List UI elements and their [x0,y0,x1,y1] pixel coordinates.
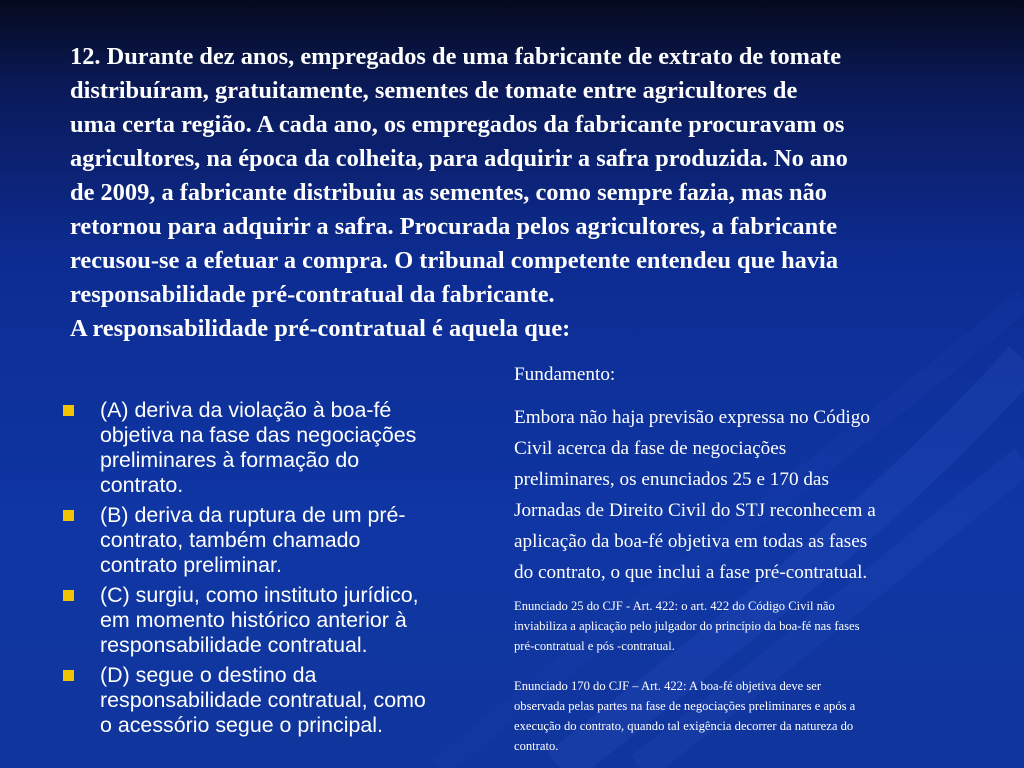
option-line: objetiva na fase das negociações [100,423,417,447]
question-line: responsabilidade pré-contratual da fabricante. [70,281,555,308]
square-bullet-icon [63,405,74,416]
answer-option-b [60,503,500,578]
option-line: contrato preliminar. [100,553,282,577]
option-line: contrato, também chamado [100,528,361,552]
question-line: agricultores, na época da colheita, para adquirir a safra produzida. No ano [70,145,848,172]
enunciado-line: observada pelas partes na fase de negociações preliminares e após a [514,699,856,713]
explanation-line: preliminares, os enunciados 25 e 170 das [514,469,829,490]
question-line: distribuíram, gratuitamente, sementes de tomate entre agricultores de [70,77,798,104]
option-line: (B) deriva da ruptura de um pré- [100,503,406,527]
option-line: contrato. [100,473,184,497]
square-bullet-icon [63,590,74,601]
answer-option-a [60,398,500,498]
enunciado-line: Enunciado 170 do CJF – Art. 422: A boa-fé objetiva deve ser [514,679,822,693]
question-prompt-line: A responsabilidade pré-contratual é aquela que: [70,315,571,342]
legal-basis-panel [514,362,994,756]
question-line: 12. Durante dez anos, empregados de uma fabricante de extrato de tomate [70,43,842,70]
enunciado-line: inviabiliza a aplicação pelo julgador do princípio da boa-fé nas fases [514,619,860,633]
option-line: (D) segue o destino da [100,663,317,687]
option-line: preliminares à formação do [100,448,360,472]
question-text [70,40,970,346]
option-line: o acessório segue o principal. [100,713,383,737]
enunciado-25-text [514,596,994,656]
legal-basis-explanation [514,402,994,588]
explanation-line: Embora não haja previsão expressa no Código [514,407,870,428]
question-line: recusou-se a efetuar a compra. O tribunal competente entendeu que havia [70,247,839,274]
enunciado-line: contrato. [514,739,559,753]
enunciado-line: execução do contrato, quando tal exigência decorrer da natureza do [514,719,854,733]
answer-option-c [60,583,500,658]
option-line: (A) deriva da violação à boa-fé [100,398,392,422]
question-line: de 2009, a fabricante distribuiu as sementes, como sempre fazia, mas não [70,179,827,206]
explanation-line: aplicação da boa-fé objetiva em todas as fases [514,531,868,552]
option-line: responsabilidade contratual, como [100,688,426,712]
enunciado-line: pré-contratual e pós -contratual. [514,639,675,653]
explanation-line: Jornadas de Direito Civil do STJ reconhecem a [514,500,876,521]
question-line: retornou para adquirir a safra. Procurada pelos agricultores, a fabricante [70,213,838,240]
option-line: em momento histórico anterior à [100,608,407,632]
answer-option-d [60,663,500,738]
square-bullet-icon [63,670,74,681]
option-line: (C) surgiu, como instituto jurídico, [100,583,419,607]
question-line: uma certa região. A cada ano, os empregados da fabricante procuravam os [70,111,845,138]
enunciado-170-text [514,676,994,756]
legal-basis-heading: Fundamento: [514,364,616,385]
option-line: responsabilidade contratual. [100,633,368,657]
square-bullet-icon [63,510,74,521]
answer-options-list [60,398,500,743]
enunciado-line: Enunciado 25 do CJF - Art. 422: o art. 422 do Código Civil não [514,599,835,613]
explanation-line: do contrato, o que inclui a fase pré-contratual. [514,562,868,583]
explanation-line: Civil acerca da fase de negociações [514,438,787,459]
